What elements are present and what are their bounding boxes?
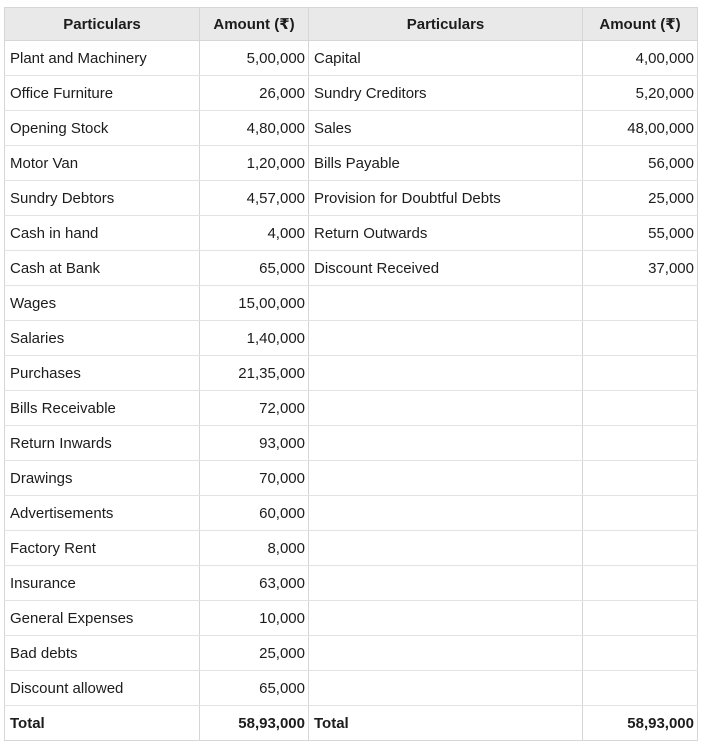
debit-amount-cell: 4,80,000: [200, 111, 309, 146]
debit-amount-cell: 1,20,000: [200, 146, 309, 181]
debit-particulars-cell: Drawings: [5, 461, 200, 496]
credit-amount-cell: [583, 566, 698, 601]
debit-particulars-cell: Bad debts: [5, 636, 200, 671]
debit-particulars-cell: Factory Rent: [5, 531, 200, 566]
debit-amount-cell: 60,000: [200, 496, 309, 531]
credit-amount-cell: 55,000: [583, 216, 698, 251]
table-row: [5, 356, 698, 391]
credit-amount-cell: 48,00,000: [583, 111, 698, 146]
table-body: [5, 41, 698, 706]
credit-particulars-cell: Bills Payable: [309, 146, 583, 181]
header-debit-amount: Amount (₹): [200, 8, 309, 41]
table-row: [5, 286, 698, 321]
debit-particulars-cell: Return Inwards: [5, 426, 200, 461]
table-row: [5, 111, 698, 146]
table-row: [5, 41, 698, 76]
debit-particulars-cell: Advertisements: [5, 496, 200, 531]
credit-particulars-cell: [309, 391, 583, 426]
credit-particulars-cell: Sundry Creditors: [309, 76, 583, 111]
credit-particulars-cell: Return Outwards: [309, 216, 583, 251]
debit-particulars-cell: Cash at Bank: [5, 251, 200, 286]
credit-amount-cell: [583, 321, 698, 356]
debit-amount-cell: 63,000: [200, 566, 309, 601]
debit-amount-cell: 5,00,000: [200, 41, 309, 76]
debit-amount-cell: 65,000: [200, 671, 309, 706]
credit-amount-cell: [583, 601, 698, 636]
table-row: [5, 636, 698, 671]
credit-particulars-cell: [309, 531, 583, 566]
credit-amount-cell: 56,000: [583, 146, 698, 181]
table-row: [5, 461, 698, 496]
credit-particulars-cell: Discount Received: [309, 251, 583, 286]
table-row: [5, 496, 698, 531]
credit-amount-cell: 37,000: [583, 251, 698, 286]
total-credit-amount: 58,93,000: [583, 706, 698, 741]
credit-particulars-cell: Provision for Doubtful Debts: [309, 181, 583, 216]
debit-amount-cell: 8,000: [200, 531, 309, 566]
credit-amount-cell: [583, 426, 698, 461]
header-row: [5, 8, 698, 41]
debit-particulars-cell: Purchases: [5, 356, 200, 391]
credit-particulars-cell: [309, 426, 583, 461]
debit-particulars-cell: General Expenses: [5, 601, 200, 636]
debit-amount-cell: 93,000: [200, 426, 309, 461]
credit-amount-cell: [583, 531, 698, 566]
header-credit-amount: Amount (₹): [583, 8, 698, 41]
credit-amount-cell: 5,20,000: [583, 76, 698, 111]
credit-particulars-cell: [309, 461, 583, 496]
credit-particulars-cell: Sales: [309, 111, 583, 146]
credit-particulars-cell: [309, 286, 583, 321]
debit-amount-cell: 72,000: [200, 391, 309, 426]
table-row: [5, 181, 698, 216]
credit-amount-cell: [583, 391, 698, 426]
credit-particulars-cell: [309, 566, 583, 601]
credit-particulars-cell: [309, 496, 583, 531]
trial-balance-table: [4, 7, 698, 741]
debit-amount-cell: 25,000: [200, 636, 309, 671]
total-credit-label: Total: [309, 706, 583, 741]
credit-amount-cell: [583, 496, 698, 531]
table-row: [5, 601, 698, 636]
table-row: [5, 426, 698, 461]
table-row: [5, 216, 698, 251]
table-row: [5, 671, 698, 706]
debit-amount-cell: 26,000: [200, 76, 309, 111]
debit-amount-cell: 4,57,000: [200, 181, 309, 216]
debit-particulars-cell: Opening Stock: [5, 111, 200, 146]
debit-particulars-cell: Cash in hand: [5, 216, 200, 251]
table-row: [5, 321, 698, 356]
table-row: [5, 391, 698, 426]
total-debit-amount: 58,93,000: [200, 706, 309, 741]
debit-amount-cell: 1,40,000: [200, 321, 309, 356]
debit-particulars-cell: Salaries: [5, 321, 200, 356]
debit-amount-cell: 65,000: [200, 251, 309, 286]
credit-amount-cell: 4,00,000: [583, 41, 698, 76]
debit-particulars-cell: Wages: [5, 286, 200, 321]
debit-amount-cell: 21,35,000: [200, 356, 309, 391]
table-row: [5, 76, 698, 111]
debit-particulars-cell: Insurance: [5, 566, 200, 601]
credit-amount-cell: 25,000: [583, 181, 698, 216]
debit-particulars-cell: Bills Receivable: [5, 391, 200, 426]
credit-particulars-cell: Capital: [309, 41, 583, 76]
total-row: [5, 706, 698, 741]
credit-amount-cell: [583, 636, 698, 671]
debit-particulars-cell: Office Furniture: [5, 76, 200, 111]
credit-amount-cell: [583, 286, 698, 321]
debit-particulars-cell: Motor Van: [5, 146, 200, 181]
credit-particulars-cell: [309, 356, 583, 391]
table-row: [5, 251, 698, 286]
total-debit-label: Total: [5, 706, 200, 741]
credit-particulars-cell: [309, 321, 583, 356]
table-row: [5, 566, 698, 601]
credit-amount-cell: [583, 671, 698, 706]
table-row: [5, 531, 698, 566]
debit-amount-cell: 4,000: [200, 216, 309, 251]
credit-amount-cell: [583, 356, 698, 391]
credit-amount-cell: [583, 461, 698, 496]
debit-particulars-cell: Discount allowed: [5, 671, 200, 706]
debit-particulars-cell: Plant and Machinery: [5, 41, 200, 76]
debit-amount-cell: 70,000: [200, 461, 309, 496]
debit-particulars-cell: Sundry Debtors: [5, 181, 200, 216]
table-row: [5, 146, 698, 181]
header-debit-particulars: Particulars: [5, 8, 200, 41]
header-credit-particulars: Particulars: [309, 8, 583, 41]
debit-amount-cell: 10,000: [200, 601, 309, 636]
credit-particulars-cell: [309, 671, 583, 706]
credit-particulars-cell: [309, 601, 583, 636]
debit-amount-cell: 15,00,000: [200, 286, 309, 321]
credit-particulars-cell: [309, 636, 583, 671]
